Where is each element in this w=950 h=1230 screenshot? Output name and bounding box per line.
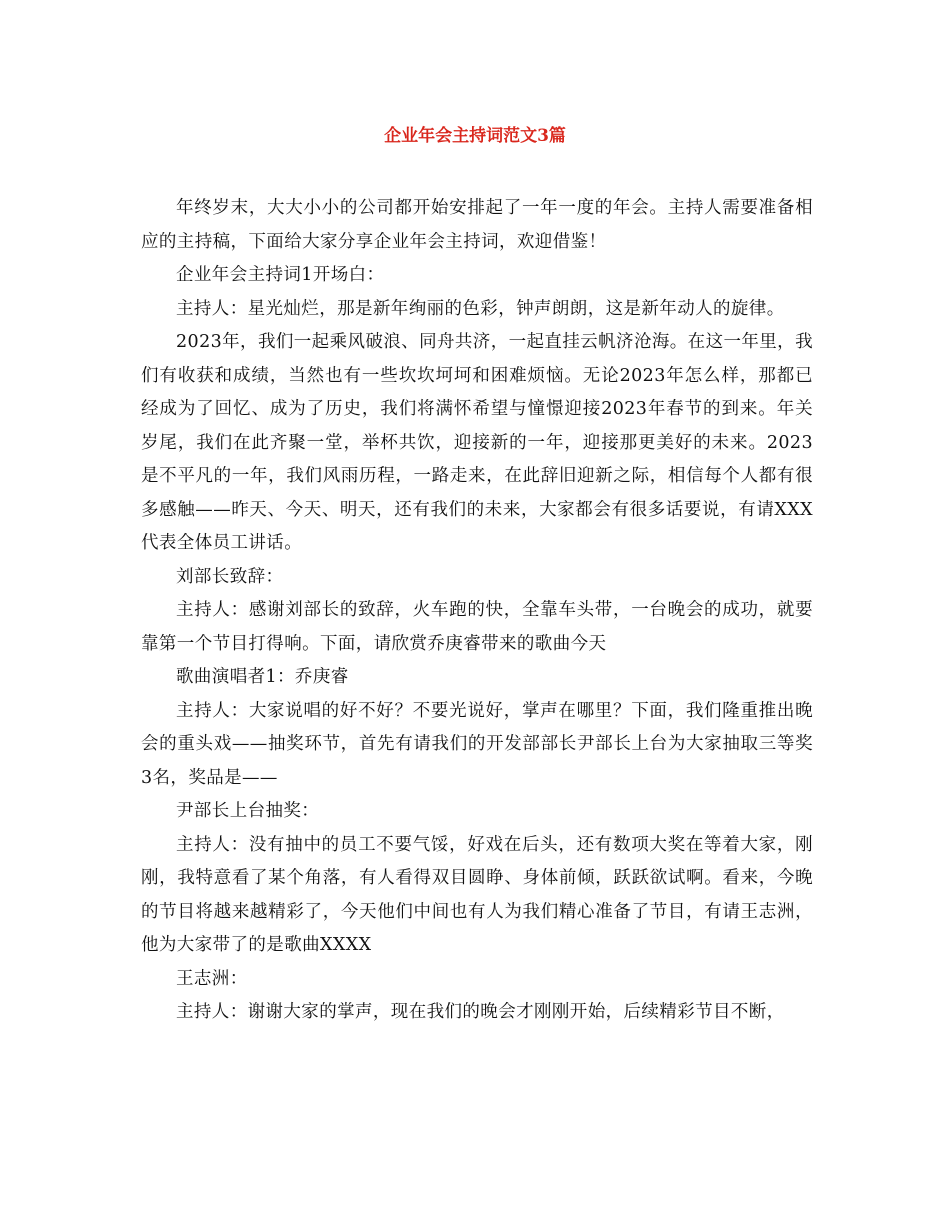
paragraph-intro: 年终岁末，大大小小的公司都开始安排起了一年一度的年会。主持人需要准备相应的主持稿，下面给大家分享企业年会主持词，欢迎借鉴！ <box>141 198 813 252</box>
paragraph-speech-label: 刘部长致辞： <box>176 566 284 587</box>
paragraph-lottery-label: 尹部长上台抽奖： <box>176 801 320 821</box>
document-title: 企业年会主持词范文3篇 <box>384 126 566 146</box>
document-body <box>141 192 813 1030</box>
paragraph-host-continue: 主持人：谢谢大家的掌声，现在我们的晚会才刚刚开始，后续精彩节目不断， <box>176 1002 785 1022</box>
paragraph-host-opening: 主持人：星光灿烂，那是新年绚丽的色彩，钟声朗朗，这是新年动人的旋律。 <box>176 298 785 319</box>
paragraph-host-lottery: 主持人：大家说唱的好不好？不要光说好，掌声在哪里？下面，我们隆重推出晚会的重头戏——抽奖环节，首先有请我们的开发部部长尹部长上台为大家抽取三等奖3名，奖品是—— <box>141 700 813 788</box>
paragraph-year-review: 2023年，我们一起乘风破浪、同舟共济，一起直挂云帆济沧海。在这一年里，我们有收获和成绩，当然也有一些坎坎坷坷和困难烦恼。无论2023年怎么样，那都已经成为了回忆、成为了历史，我们将满怀希望与憧憬迎接2023年春节的到来。年关岁尾，我们在此齐聚一堂，举杯共饮，迎接新的一年，迎接那更美好的未来。2023是不平凡的一年，我们风雨历程，一路走来，在此辞旧迎新之际，相信每个人都有很多感触——昨天、今天、明天，还有我们的未来，大家都会有很多话要说，有请XXX代表全体员工讲话。 <box>141 332 813 553</box>
paragraph-singer-label: 歌曲演唱者1：乔庚睿 <box>176 667 349 687</box>
paragraph-performer-label: 王志洲： <box>176 968 248 989</box>
paragraph-section-heading: 企业年会主持词1开场白： <box>176 265 385 285</box>
paragraph-host-next-act: 主持人：没有抽中的员工不要气馁，好戏在后头，还有数项大奖在等着大家，刚刚，我特意看了某个角落，有人看得双目圆睁、身体前倾，跃跃欲试啊。看来，今晚的节目将越来越精彩了，今天他们中间也有人为我们精心准备了节目，有请王志洲，他为大家带了的是歌曲XXXX <box>141 834 813 955</box>
paragraph-host-thanks: 主持人：感谢刘部长的致辞，火车跑的快，全靠车头带，一台晚会的成功，就要靠第一个节目打得响。下面，请欣赏乔庚睿带来的歌曲今天 <box>141 600 813 654</box>
